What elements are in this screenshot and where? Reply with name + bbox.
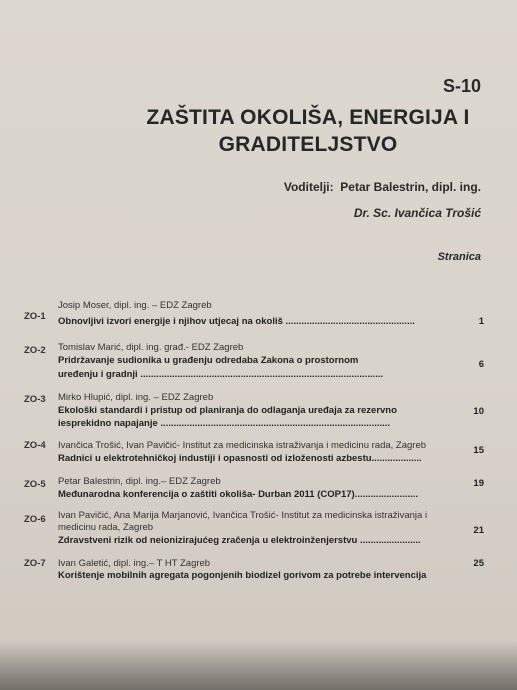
entry-code: ZO-5 [24,479,46,490]
entry-authors: Tomislav Marić, dipl. ing. građ.- EDZ Zagreb [58,342,244,353]
toc-entry [24,476,484,510]
toc-entry [24,440,484,476]
entry-authors: Ivančica Trošić, Ivan Pavičić- Institut za medicinska istraživanja i medicinu rada, Zagreb [58,440,427,451]
entry-title: Radnici u elektrotehničkoj industiji i opasnosti od izloženosti azbestu................... [58,453,422,464]
entry-title: uređenju i gradnji ............................................................................................ [58,369,384,380]
entry-authors: Ivan Pavičić, Ana Marija Marjanović, Ivančica Trošić- Institut za medicinska istraživanja i [58,510,428,521]
entry-title: Korištenje mobilnih agregata pogonjenih biodizel gorivom za potrebe intervencija [58,570,427,581]
page-bottom-shadow [0,640,517,690]
leaders-label: Voditelji: [283,180,334,194]
entry-code: ZO-2 [24,345,46,356]
entry-code: ZO-6 [24,514,46,525]
entry-page: 6 [478,359,484,370]
entry-page: 1 [478,316,484,327]
entry-page: 15 [473,445,484,456]
entry-code: ZO-4 [24,440,46,451]
leader-line-1 [284,180,481,194]
leaders-block [283,180,481,220]
entry-title: Pridržavanje sudionika u građenju odredaba Zakona o prostornom [58,355,359,366]
entry-page: 10 [473,406,484,417]
section-title-line2: GRADITELJSTVO [218,133,398,156]
entry-authors: Ivan Galetić, dipl. ing.– T HT Zagreb [58,558,211,569]
entry-authors: Mirko Hlupić, dipl. ing. – EDZ Zagreb [58,392,214,403]
entry-authors: Petar Balestrin, dipl. ing.– EDZ Zagreb [58,476,221,487]
section-code: S-10 [442,76,481,96]
toc-entry [24,510,484,558]
leader-1: Petar Balestrin, dipl. ing. [340,180,481,194]
toc-entry [24,558,484,592]
section-title [128,104,488,158]
entry-code: ZO-3 [24,394,46,405]
entry-title: Međunarodna konferencija o zaštiti okoliša- Durban 2011 (COP17)........................ [58,489,419,500]
entry-title: Obnovljivi izvori energije i njihov utjecaj na okoliš ................................................. [58,316,415,327]
entry-page: 25 [473,558,484,569]
entry-authors: Josip Moser, dipl. ing. – EDZ Zagreb [58,300,212,311]
entry-page: 21 [473,525,484,536]
table-of-contents [24,300,484,592]
entry-title: iesprekidno napajanje ....................................................................................... [58,418,391,429]
toc-entry [24,342,484,392]
entry-code: ZO-1 [24,311,46,322]
entry-authors: medicinu rada, Zagreb [58,522,154,533]
entry-title: Zdravstveni rizik od neionizirajućeg zračenja u elektroinženjerstvu ....................... [58,535,421,546]
toc-entry [24,392,484,440]
entry-page: 19 [473,478,484,489]
toc-entry [24,300,484,342]
page-column-header: Stranica [437,251,481,263]
entry-title: Ekološki standardi i pristup od planiranja do odlaganja uređaja za rezervno [58,405,397,416]
section-title-line1: ZAŠTITA OKOLIŠA, ENERGIJA I [146,106,470,129]
entry-code: ZO-7 [24,558,46,569]
leader-2: Dr. Sc. Ivančica Trošić [353,206,481,220]
